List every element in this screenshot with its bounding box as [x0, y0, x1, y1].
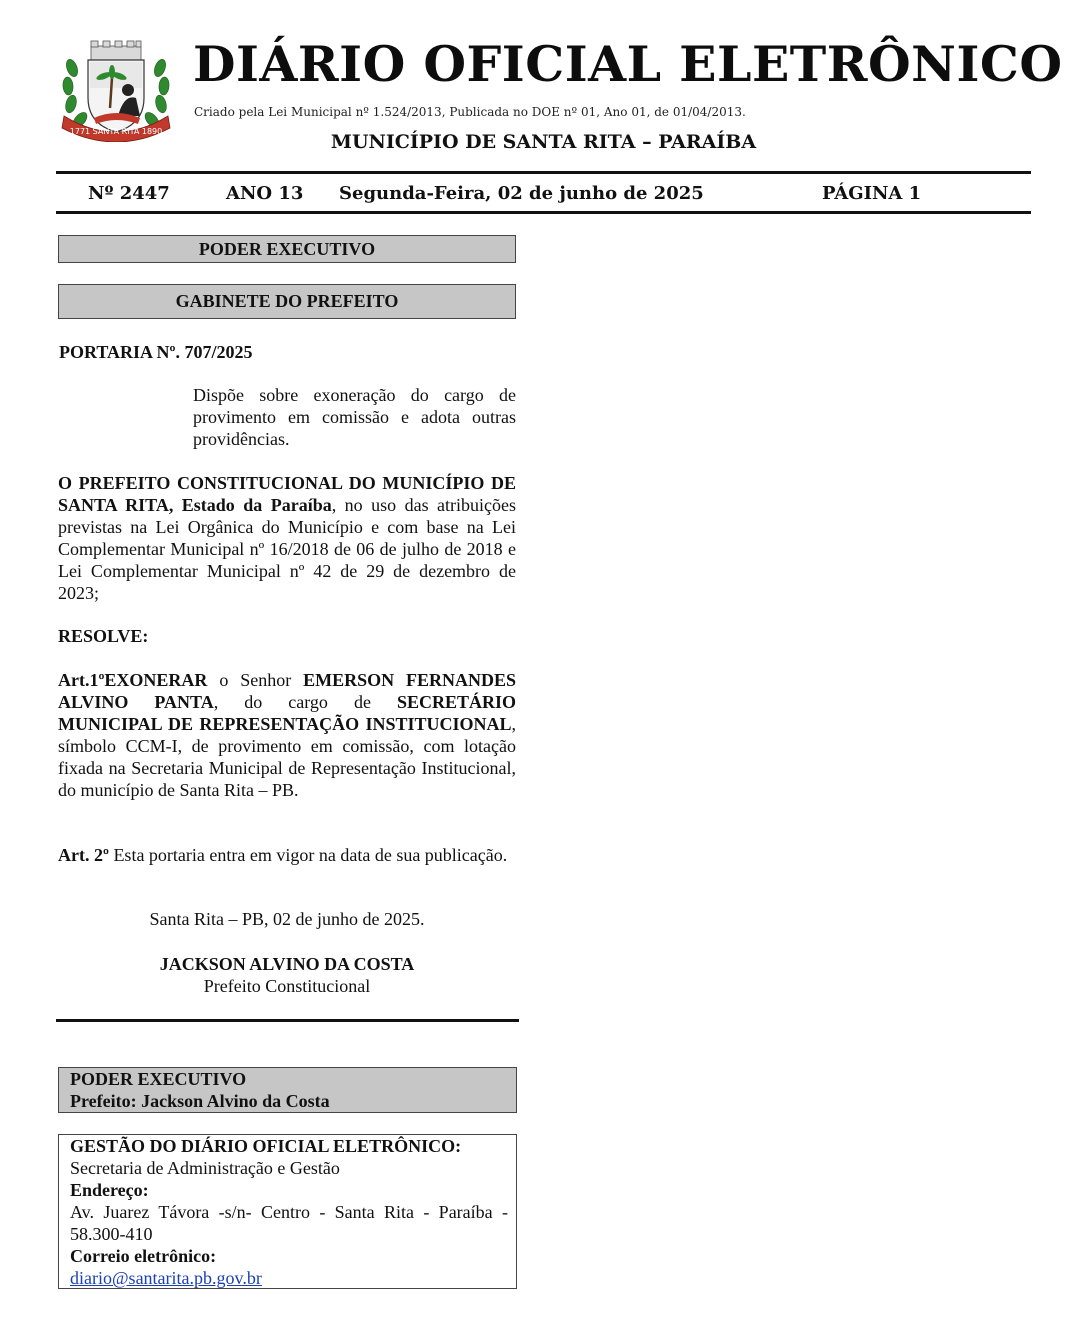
- footer-address: Av. Juarez Távora -s/n- Centro - Santa Rita - Paraíba - 58.300-410: [70, 1202, 508, 1244]
- article-2: [58, 844, 516, 866]
- art1-text-1: o Senhor: [207, 670, 304, 690]
- art2-label: Art. 2º: [58, 845, 109, 865]
- municipality-name: MUNICÍPIO DE SANTA RITA – PARAÍBA: [330, 131, 757, 153]
- municipal-coat-of-arms-icon: [58, 38, 174, 142]
- newspaper-title: DIÁRIO OFICIAL ELETRÔNICO: [193, 35, 1063, 93]
- footer-gestao-title: GESTÃO DO DIÁRIO OFICIAL ELETRÔNICO:: [70, 1136, 462, 1156]
- issue-number: Nº 2447: [88, 183, 170, 204]
- footer-address-label: Endereço:: [70, 1180, 149, 1200]
- footer-email-link[interactable]: diario@santarita.pb.gov.br: [70, 1268, 262, 1288]
- signer-name: JACKSON ALVINO DA COSTA: [159, 954, 415, 974]
- art1-label: Art.1ºEXONERAR: [58, 670, 208, 690]
- newspaper-subtitle: Criado pela Lei Municipal nº 1.524/2013, Publicada no DOE nº 01, Ano 01, de 01/04/2013.: [194, 105, 746, 119]
- art1-text-rest: , símbolo CCM-I, de provimento em comissão, com lotação fixada na Secretaria Municipal de Representação Institucional, do município de Santa Rita – PB.: [58, 714, 516, 800]
- art2-text: Esta portaria entra em vigor na data de sua publicação.: [108, 845, 508, 865]
- footer-mayor: Prefeito: Jackson Alvino da Costa: [70, 1091, 330, 1111]
- issue-year: ANO 13: [226, 183, 304, 204]
- header-rule-bottom: [56, 211, 1031, 214]
- portaria-title: PORTARIA Nº. 707/2025: [59, 342, 253, 362]
- art1-text-2: , do cargo de: [213, 692, 397, 712]
- portaria-preamble: [58, 472, 516, 604]
- footer-gestao-body: Secretaria de Administração e Gestão: [70, 1158, 340, 1178]
- portaria-ementa: Dispõe sobre exoneração do cargo de provimento em comissão e adota outras providências.: [193, 385, 516, 449]
- preamble-text: , no uso das atribuições previstas na Lei Orgânica do Município e com base na Lei Complementar Municipal nº 16/2018 de 06 de julho de 2018 e Lei Complementar Municipal nº 42 de 29 de dezembro de 2023;: [58, 495, 516, 603]
- preamble-bold: O PREFEITO CONSTITUCIONAL DO MUNICÍPIO DE SANTA RITA, Estado da Paraíba: [58, 473, 516, 515]
- svg-text:1771 SANTA RITA 1890: 1771 SANTA RITA 1890: [69, 127, 163, 136]
- place-date: Santa Rita – PB, 02 de junho de 2025.: [149, 909, 425, 929]
- resolve-heading: RESOLVE:: [58, 626, 149, 646]
- issue-date: Segunda-Feira, 02 de junho de 2025: [339, 183, 704, 204]
- footer-management-box: [58, 1134, 517, 1289]
- signer-role: Prefeito Constitucional: [203, 976, 371, 996]
- footer-exec-title: PODER EXECUTIVO: [70, 1069, 247, 1089]
- article-1: [58, 669, 516, 801]
- footer-executive-box: [58, 1067, 517, 1113]
- issue-page: PÁGINA 1: [822, 183, 922, 204]
- column-divider-rule: [56, 1019, 519, 1022]
- section-gabinete-do-prefeito: GABINETE DO PREFEITO: [58, 284, 516, 319]
- footer-email-label: Correio eletrônico:: [70, 1246, 217, 1266]
- section-poder-executivo: PODER EXECUTIVO: [58, 235, 516, 263]
- art1-post-name: SECRETÁRIO MUNICIPAL DE REPRESENTAÇÃO INSTITUCIONAL: [58, 692, 516, 734]
- header-rule-top: [56, 171, 1031, 174]
- art1-person-name: EMERSON FERNANDES ALVINO PANTA: [58, 670, 516, 712]
